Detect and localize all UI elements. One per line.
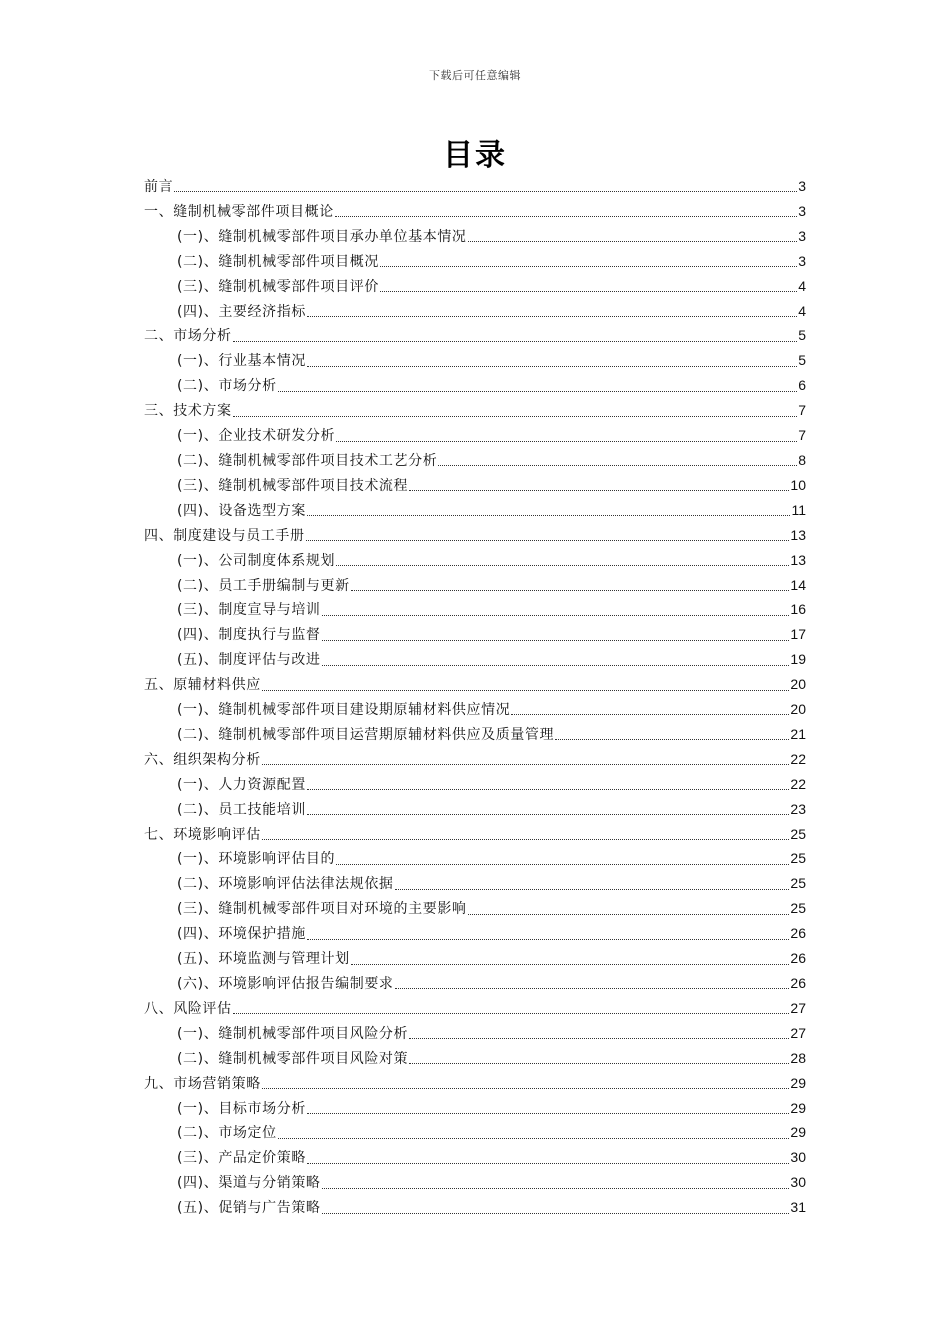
- toc-entry-title: 二、市场分析: [144, 328, 232, 345]
- toc-section-entry[interactable]: [144, 1046, 806, 1071]
- toc-dot-leader: [262, 689, 790, 691]
- toc-dot-leader: [468, 913, 790, 915]
- toc-dot-leader: [262, 1087, 790, 1089]
- toc-entry-title: (三)、产品定价策略: [177, 1150, 306, 1167]
- toc-dot-leader: [278, 1137, 790, 1139]
- toc-entry-title: (五)、促销与广告策略: [177, 1200, 321, 1217]
- toc-chapter-entry[interactable]: [144, 323, 806, 348]
- toc-section-entry[interactable]: [144, 1120, 806, 1145]
- toc-dot-leader: [233, 340, 798, 342]
- toc-entry-title: (三)、缝制机械零部件项目技术流程: [177, 477, 409, 494]
- toc-section-entry[interactable]: [144, 697, 806, 722]
- toc-entry-title: (一)、目标市场分析: [177, 1100, 306, 1117]
- toc-dot-leader: [307, 365, 797, 367]
- toc-entry-title: 六、组织架构分析: [144, 751, 261, 768]
- toc-section-entry[interactable]: [144, 224, 806, 249]
- toc-entry-title: (二)、市场分析: [177, 378, 277, 395]
- toc-entry-title: (四)、环境保护措施: [177, 926, 306, 943]
- toc-page-number: 6: [798, 377, 806, 394]
- toc-dot-leader: [322, 1187, 790, 1189]
- toc-section-entry[interactable]: [144, 1096, 806, 1121]
- toc-page-number: 31: [790, 1199, 806, 1216]
- toc-section-entry[interactable]: [144, 896, 806, 921]
- toc-page-number: 7: [798, 402, 806, 419]
- toc-entry-title: (三)、缝制机械零部件项目对环境的主要影响: [177, 901, 467, 918]
- toc-section-entry[interactable]: [144, 1195, 806, 1220]
- toc-section-entry[interactable]: [144, 622, 806, 647]
- toc-page-number: 20: [790, 701, 806, 718]
- toc-dot-leader: [511, 713, 789, 715]
- toc-chapter-entry[interactable]: [144, 996, 806, 1021]
- toc-chapter-entry[interactable]: [144, 822, 806, 847]
- toc-entry-title: (四)、渠道与分销策略: [177, 1175, 321, 1192]
- toc-entry-title: (一)、环境影响评估目的: [177, 851, 336, 868]
- toc-section-entry[interactable]: [144, 921, 806, 946]
- toc-dot-leader: [307, 1162, 789, 1164]
- toc-section-entry[interactable]: [144, 797, 806, 822]
- toc-section-entry[interactable]: [144, 647, 806, 672]
- toc-section-entry[interactable]: [144, 274, 806, 299]
- toc-dot-leader: [380, 290, 797, 292]
- toc-page-number: 21: [790, 725, 806, 742]
- toc-entry-title: (一)、公司制度体系规划: [177, 552, 336, 569]
- table-of-contents: [144, 174, 806, 1220]
- toc-section-entry[interactable]: [144, 548, 806, 573]
- toc-dot-leader: [278, 390, 797, 392]
- toc-section-entry[interactable]: [144, 373, 806, 398]
- toc-entry-title: (二)、缝制机械零部件项目运营期原辅材料供应及质量管理: [177, 726, 555, 743]
- toc-page-number: 26: [790, 975, 806, 991]
- toc-entry-title: (二)、缝制机械零部件项目风险对策: [177, 1050, 409, 1067]
- toc-page-number: 28: [790, 1049, 806, 1066]
- toc-dot-leader: [380, 265, 797, 267]
- toc-page-number: 8: [798, 451, 806, 468]
- toc-dot-leader: [322, 614, 790, 616]
- toc-entry-title: (三)、缝制机械零部件项目评价: [177, 278, 379, 295]
- toc-page-number: 20: [790, 676, 806, 693]
- toc-section-entry[interactable]: [144, 871, 806, 896]
- toc-dot-leader: [307, 315, 797, 317]
- toc-section-entry[interactable]: [144, 448, 806, 473]
- toc-section-entry[interactable]: [144, 846, 806, 871]
- toc-page-number: 16: [790, 601, 806, 618]
- toc-page-number: 10: [790, 476, 806, 493]
- toc-dot-leader: [409, 489, 789, 491]
- toc-dot-leader: [233, 1012, 790, 1014]
- toc-dot-leader: [322, 1212, 790, 1214]
- toc-page-number: 22: [790, 750, 806, 767]
- toc-dot-leader: [307, 938, 789, 940]
- toc-page-number: 30: [790, 1149, 806, 1166]
- toc-page-number: 4: [798, 277, 806, 294]
- header-note: 下载后可任意编辑: [429, 69, 521, 82]
- toc-entry-title: (三)、制度宣导与培训: [177, 602, 321, 619]
- toc-chapter-entry[interactable]: [144, 174, 806, 199]
- toc-chapter-entry[interactable]: [144, 1071, 806, 1096]
- toc-entry-title: (一)、行业基本情况: [177, 353, 306, 370]
- toc-page-number: 7: [798, 427, 806, 444]
- toc-section-entry[interactable]: [144, 498, 806, 523]
- toc-dot-leader: [468, 240, 798, 242]
- toc-dot-leader: [307, 514, 791, 516]
- toc-page-number: 27: [790, 999, 806, 1016]
- toc-page-number: 5: [798, 352, 806, 369]
- toc-page-number: 26: [790, 950, 806, 967]
- toc-entry-title: 五、原辅材料供应: [144, 677, 261, 694]
- toc-page-number: 25: [790, 850, 806, 867]
- toc-dot-leader: [336, 564, 789, 566]
- toc-entry-title: (二)、缝制机械零部件项目概况: [177, 253, 379, 270]
- toc-dot-leader: [409, 1037, 789, 1039]
- toc-entry-title: (一)、缝制机械零部件项目建设期原辅材料供应情况: [177, 702, 511, 719]
- toc-dot-leader: [307, 813, 789, 815]
- toc-section-entry[interactable]: [144, 1170, 806, 1195]
- toc-entry-title: 七、环境影响评估: [144, 826, 261, 843]
- toc-entry-title: (二)、环境影响评估法律法规依据: [177, 876, 394, 893]
- toc-entry-title: (二)、缝制机械零部件项目技术工艺分析: [177, 452, 438, 469]
- toc-entry-title: 八、风险评估: [144, 1000, 232, 1017]
- toc-dot-leader: [322, 664, 790, 666]
- toc-entry-title: (一)、企业技术研发分析: [177, 428, 336, 445]
- toc-entry-title: (一)、缝制机械零部件项目承办单位基本情况: [177, 228, 467, 245]
- toc-chapter-entry[interactable]: [144, 398, 806, 423]
- toc-chapter-entry[interactable]: [144, 523, 806, 548]
- toc-dot-leader: [395, 987, 790, 989]
- toc-section-entry[interactable]: [144, 1145, 806, 1170]
- toc-entry-title: 九、市场营销策略: [144, 1075, 261, 1092]
- toc-page-number: 30: [790, 1174, 806, 1191]
- toc-page-number: 25: [790, 825, 806, 842]
- toc-page-number: 26: [790, 925, 806, 942]
- toc-section-entry[interactable]: [144, 299, 806, 324]
- toc-chapter-entry[interactable]: [144, 747, 806, 772]
- toc-entry-title: (二)、市场定位: [177, 1125, 277, 1142]
- toc-dot-leader: [336, 440, 797, 442]
- toc-dot-leader: [336, 863, 789, 865]
- toc-page-number: 3: [798, 202, 806, 219]
- toc-title: 目录: [443, 138, 507, 173]
- toc-page-number: 25: [790, 875, 806, 892]
- toc-section-entry[interactable]: [144, 946, 806, 971]
- toc-section-entry[interactable]: [144, 971, 806, 996]
- toc-dot-leader: [233, 415, 798, 417]
- toc-dot-leader: [395, 888, 790, 890]
- toc-page-number: 3: [798, 227, 806, 244]
- toc-entry-title: (五)、制度评估与改进: [177, 652, 321, 669]
- toc-page-number: 29: [790, 1074, 806, 1091]
- toc-section-entry[interactable]: [144, 722, 806, 747]
- toc-entry-title: (二)、员工技能培训: [177, 801, 306, 818]
- toc-page-number: 25: [790, 900, 806, 917]
- toc-entry-title: (四)、制度执行与监督: [177, 627, 321, 644]
- toc-dot-leader: [262, 763, 790, 765]
- toc-dot-leader: [409, 1062, 789, 1064]
- toc-section-entry[interactable]: [144, 348, 806, 373]
- toc-page-number: 23: [790, 800, 806, 817]
- toc-dot-leader: [351, 589, 790, 591]
- toc-page-number: 19: [790, 651, 806, 668]
- toc-page-number: 5: [798, 327, 806, 344]
- toc-dot-leader: [307, 788, 789, 790]
- toc-page-number: 27: [790, 1024, 806, 1041]
- toc-entry-title: 前言: [144, 179, 174, 195]
- toc-entry-title: 一、缝制机械零部件项目概论: [144, 203, 334, 220]
- toc-page-number: 3: [798, 178, 806, 194]
- toc-dot-leader: [555, 738, 789, 740]
- toc-page-number: 14: [790, 576, 806, 593]
- toc-dot-leader: [351, 963, 790, 965]
- toc-entry-title: 三、技术方案: [144, 403, 232, 420]
- toc-page-number: 4: [798, 302, 806, 319]
- toc-section-entry[interactable]: [144, 423, 806, 448]
- toc-entry-title: (四)、主要经济指标: [177, 303, 306, 320]
- toc-page-number: 3: [798, 252, 806, 269]
- toc-chapter-entry[interactable]: [144, 672, 806, 697]
- toc-page-number: 11: [791, 501, 806, 518]
- toc-section-entry[interactable]: [144, 573, 806, 598]
- toc-dot-leader: [335, 215, 797, 217]
- toc-dot-leader: [307, 1112, 789, 1114]
- toc-section-entry[interactable]: [144, 473, 806, 498]
- toc-dot-leader: [174, 190, 797, 192]
- toc-section-entry[interactable]: [144, 597, 806, 622]
- toc-entry-title: (二)、员工手册编制与更新: [177, 577, 350, 594]
- toc-dot-leader: [306, 539, 790, 541]
- toc-page-number: 22: [790, 775, 806, 792]
- toc-section-entry[interactable]: [144, 249, 806, 274]
- toc-section-entry[interactable]: [144, 1021, 806, 1046]
- toc-page-number: 29: [790, 1099, 806, 1116]
- toc-entry-title: (一)、人力资源配置: [177, 776, 306, 793]
- toc-entry-title: (一)、缝制机械零部件项目风险分析: [177, 1025, 409, 1042]
- toc-page-number: 13: [790, 526, 806, 543]
- toc-chapter-entry[interactable]: [144, 199, 806, 224]
- toc-dot-leader: [262, 838, 790, 840]
- toc-entry-title: (五)、环境监测与管理计划: [177, 951, 350, 968]
- toc-entry-title: (六)、环境影响评估报告编制要求: [177, 976, 394, 992]
- toc-page-number: 29: [790, 1124, 806, 1141]
- toc-section-entry[interactable]: [144, 772, 806, 797]
- toc-dot-leader: [322, 639, 790, 641]
- toc-dot-leader: [438, 464, 797, 466]
- toc-entry-title: 四、制度建设与员工手册: [144, 527, 305, 544]
- toc-page-number: 17: [790, 626, 806, 643]
- toc-page-number: 13: [790, 551, 806, 568]
- toc-entry-title: (四)、设备选型方案: [177, 502, 306, 519]
